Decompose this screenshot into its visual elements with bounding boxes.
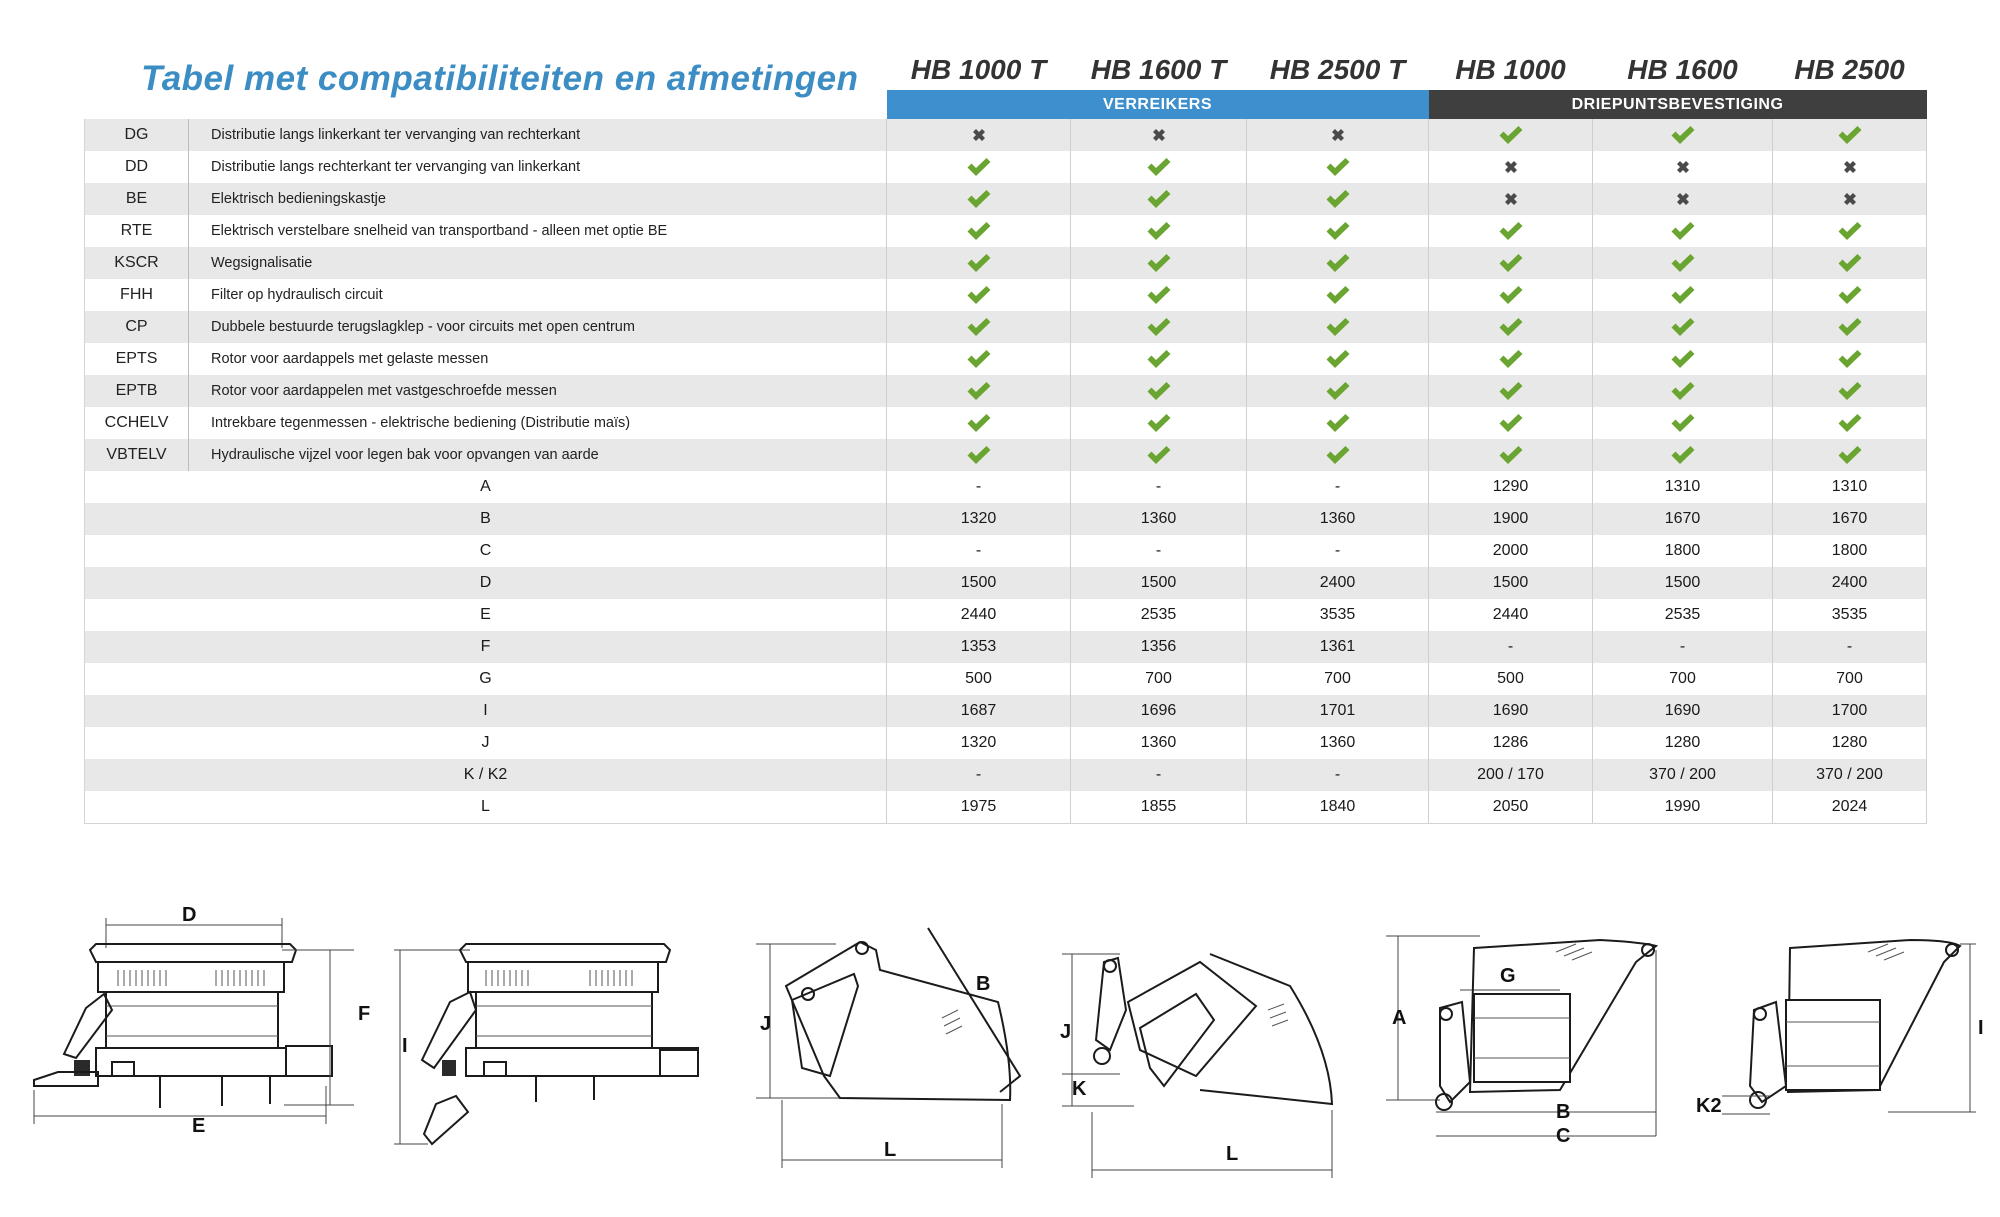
dimension-value: 1990 — [1593, 791, 1773, 824]
dim-label-e: E — [192, 1115, 206, 1137]
compatibility-cell — [1593, 439, 1773, 471]
dimension-value: 1500 — [1429, 567, 1593, 599]
compatibility-cell — [1429, 279, 1593, 311]
compatibility-cell — [1593, 375, 1773, 407]
compatibility-cell — [1773, 247, 1927, 279]
dimension-value: - — [1071, 471, 1247, 503]
dimension-value: - — [1247, 471, 1429, 503]
cross-icon — [1842, 191, 1858, 207]
compatibility-cell — [1429, 215, 1593, 247]
option-row — [85, 311, 1927, 343]
check-icon — [1498, 381, 1524, 401]
dimension-value: 2400 — [1247, 567, 1429, 599]
dimension-value: 370 / 200 — [1773, 759, 1927, 791]
check-icon — [1498, 253, 1524, 273]
dimension-value: 1900 — [1429, 503, 1593, 535]
compatibility-cell — [1247, 183, 1429, 215]
dimension-value: 1670 — [1773, 503, 1927, 535]
dimension-value: 2024 — [1773, 791, 1927, 824]
compatibility-cell — [1773, 183, 1927, 215]
compatibility-cell — [887, 343, 1071, 375]
compatibility-table — [84, 38, 1927, 824]
dim-label-c: C — [1556, 1125, 1571, 1147]
check-icon — [966, 157, 992, 177]
compatibility-cell — [1071, 151, 1247, 183]
check-icon — [1837, 253, 1863, 273]
compatibility-cell — [1247, 151, 1429, 183]
dimension-value: 1700 — [1773, 695, 1927, 727]
option-code: DD — [85, 151, 189, 183]
dimension-value: 2400 — [1773, 567, 1927, 599]
dimension-value: - — [1247, 535, 1429, 567]
compatibility-cell — [1429, 311, 1593, 343]
check-icon — [1498, 349, 1524, 369]
compatibility-cell — [1773, 151, 1927, 183]
check-icon — [1670, 125, 1696, 145]
compatibility-cell — [1773, 439, 1927, 471]
compatibility-cell — [1247, 279, 1429, 311]
dimension-value: - — [1773, 631, 1927, 663]
dimension-value: - — [1071, 759, 1247, 791]
compatibility-cell — [1773, 215, 1927, 247]
dimension-value: 1320 — [887, 727, 1071, 759]
check-icon — [1670, 413, 1696, 433]
check-icon — [1837, 125, 1863, 145]
compatibility-cell — [1247, 311, 1429, 343]
dimension-value: - — [1429, 631, 1593, 663]
check-icon — [1670, 317, 1696, 337]
dim-label-l2: L — [1226, 1143, 1239, 1165]
compatibility-cell — [1071, 343, 1247, 375]
compatibility-cell — [1429, 183, 1593, 215]
dimension-value: 1800 — [1593, 535, 1773, 567]
check-icon — [1837, 413, 1863, 433]
option-code: EPTB — [85, 375, 189, 407]
dimension-label: J — [85, 727, 887, 759]
compatibility-cell — [887, 151, 1071, 183]
option-description: Dubbele bestuurde terugslagklep - voor circuits met open centrum — [189, 311, 887, 343]
option-description: Rotor voor aardappels met gelaste messen — [189, 343, 887, 375]
check-icon — [1146, 157, 1172, 177]
check-icon — [1837, 285, 1863, 305]
dimension-value: 700 — [1247, 663, 1429, 695]
option-code: BE — [85, 183, 189, 215]
option-row — [85, 151, 1927, 183]
model-header: HB 1000 — [1455, 54, 1566, 85]
compatibility-cell — [887, 247, 1071, 279]
compatibility-cell — [1593, 247, 1773, 279]
dimension-row — [85, 567, 1927, 599]
compatibility-cell — [1593, 215, 1773, 247]
compatibility-cell — [1593, 151, 1773, 183]
dimension-row — [85, 471, 1927, 503]
dim-label-b: B — [976, 973, 991, 995]
dimension-row — [85, 631, 1927, 663]
dimension-value: 500 — [1429, 663, 1593, 695]
compatibility-cell — [1773, 407, 1927, 439]
check-icon — [966, 317, 992, 337]
compatibility-cell — [887, 407, 1071, 439]
dimension-label: G — [85, 663, 887, 695]
compatibility-cell — [1071, 279, 1247, 311]
dimension-value: - — [1247, 759, 1429, 791]
check-icon — [1837, 445, 1863, 465]
check-icon — [1837, 317, 1863, 337]
dimension-value: 2535 — [1593, 599, 1773, 631]
dimension-label: E — [85, 599, 887, 631]
check-icon — [1146, 413, 1172, 433]
check-icon — [1146, 445, 1172, 465]
dimension-value: 700 — [1593, 663, 1773, 695]
option-code: VBTELV — [85, 439, 189, 471]
dimension-value: 3535 — [1247, 599, 1429, 631]
option-description: Rotor voor aardappelen met vastgeschroefde messen — [189, 375, 887, 407]
dimension-row — [85, 695, 1927, 727]
dimension-row — [85, 663, 1927, 695]
option-row — [85, 279, 1927, 311]
dimension-row — [85, 759, 1927, 791]
dimension-value: - — [887, 535, 1071, 567]
compatibility-cell — [1593, 343, 1773, 375]
check-icon — [1146, 381, 1172, 401]
check-icon — [1325, 189, 1351, 209]
check-icon — [966, 253, 992, 273]
dimension-row — [85, 599, 1927, 631]
check-icon — [1670, 381, 1696, 401]
compatibility-cell — [1071, 215, 1247, 247]
dim-label-f: F — [358, 1003, 371, 1025]
compatibility-cell — [1247, 215, 1429, 247]
drawing-front-view-2 — [394, 944, 698, 1144]
compatibility-cell — [1429, 439, 1593, 471]
option-description: Wegsignalisatie — [189, 247, 887, 279]
cross-icon — [971, 127, 987, 143]
dimension-value: 1500 — [1071, 567, 1247, 599]
dimension-label: K / K2 — [85, 759, 887, 791]
dimension-value: 700 — [1773, 663, 1927, 695]
model-header: HB 1600 T — [1090, 54, 1227, 85]
option-row — [85, 119, 1927, 151]
check-icon — [1498, 317, 1524, 337]
drawing-front-view-1 — [34, 904, 370, 1137]
compatibility-cell — [1429, 119, 1593, 151]
check-icon — [1146, 317, 1172, 337]
compatibility-cell — [1071, 407, 1247, 439]
dimension-value: 1290 — [1429, 471, 1593, 503]
compatibility-cell — [1247, 343, 1429, 375]
option-row — [85, 215, 1927, 247]
option-code: KSCR — [85, 247, 189, 279]
check-icon — [1146, 189, 1172, 209]
table-title: Tabel met compatibiliteiten en afmetingen — [141, 58, 859, 98]
compatibility-cell — [1247, 439, 1429, 471]
check-icon — [1670, 285, 1696, 305]
dimension-row — [85, 727, 1927, 759]
dimension-value: 1840 — [1247, 791, 1429, 824]
dimension-value: - — [1071, 535, 1247, 567]
check-icon — [1837, 349, 1863, 369]
check-icon — [966, 285, 992, 305]
model-header: HB 1600 — [1627, 54, 1738, 85]
check-icon — [1837, 381, 1863, 401]
compatibility-cell — [1773, 279, 1927, 311]
check-icon — [1498, 125, 1524, 145]
dimension-value: 1310 — [1773, 471, 1927, 503]
compatibility-cell — [1071, 375, 1247, 407]
check-icon — [1146, 253, 1172, 273]
check-icon — [1670, 445, 1696, 465]
check-icon — [966, 221, 992, 241]
compatibility-cell — [1593, 119, 1773, 151]
dimension-value: 1360 — [1071, 727, 1247, 759]
option-row — [85, 343, 1927, 375]
dim-label-i2: I — [1978, 1017, 1984, 1039]
compatibility-cell — [1247, 375, 1429, 407]
dim-label-g: G — [1500, 965, 1516, 987]
dimension-value: 1280 — [1593, 727, 1773, 759]
check-icon — [1325, 221, 1351, 241]
group-header-verreikers: VERREIKERS — [887, 90, 1429, 119]
dim-label-k2: K2 — [1696, 1095, 1722, 1117]
dimension-value: 1701 — [1247, 695, 1429, 727]
check-icon — [966, 413, 992, 433]
compatibility-cell — [1773, 311, 1927, 343]
option-code: EPTS — [85, 343, 189, 375]
option-description: Intrekbare tegenmessen - elektrische bediening (Distributie maïs) — [189, 407, 887, 439]
option-description: Elektrisch bedieningskastje — [189, 183, 887, 215]
compatibility-cell — [1071, 119, 1247, 151]
compatibility-cell — [1071, 247, 1247, 279]
cross-icon — [1842, 159, 1858, 175]
option-description: Elektrisch verstelbare snelheid van transportband - alleen met optie BE — [189, 215, 887, 247]
cross-icon — [1151, 127, 1167, 143]
check-icon — [1325, 413, 1351, 433]
option-code: DG — [85, 119, 189, 151]
dimension-label: F — [85, 631, 887, 663]
dimension-value: 370 / 200 — [1593, 759, 1773, 791]
compatibility-cell — [1429, 343, 1593, 375]
check-icon — [1325, 253, 1351, 273]
check-icon — [966, 445, 992, 465]
compatibility-cell — [887, 215, 1071, 247]
dimension-value: 2440 — [887, 599, 1071, 631]
check-icon — [1498, 445, 1524, 465]
option-code: CCHELV — [85, 407, 189, 439]
option-description: Distributie langs linkerkant ter vervanging van rechterkant — [189, 119, 887, 151]
check-icon — [1325, 445, 1351, 465]
option-row — [85, 247, 1927, 279]
dimension-row — [85, 535, 1927, 567]
dimension-value: - — [1593, 631, 1773, 663]
cross-icon — [1503, 159, 1519, 175]
dimension-value: 700 — [1071, 663, 1247, 695]
check-icon — [1325, 285, 1351, 305]
dimension-value: 1855 — [1071, 791, 1247, 824]
check-icon — [1146, 221, 1172, 241]
check-icon — [1146, 285, 1172, 305]
dimension-value: 1670 — [1593, 503, 1773, 535]
compatibility-table-container — [84, 38, 1926, 824]
dimension-label: C — [85, 535, 887, 567]
option-code: CP — [85, 311, 189, 343]
option-row — [85, 375, 1927, 407]
dimension-value: 1360 — [1247, 727, 1429, 759]
compatibility-cell — [1429, 247, 1593, 279]
dim-label-j: J — [760, 1013, 772, 1035]
compatibility-cell — [1773, 343, 1927, 375]
dimension-value: 1280 — [1773, 727, 1927, 759]
dimension-value: 1320 — [887, 503, 1071, 535]
option-code: RTE — [85, 215, 189, 247]
compatibility-cell — [887, 183, 1071, 215]
dimension-value: 1353 — [887, 631, 1071, 663]
dim-label-a: A — [1392, 1007, 1407, 1029]
compatibility-cell — [1247, 407, 1429, 439]
check-icon — [1670, 253, 1696, 273]
dimension-value: 1975 — [887, 791, 1071, 824]
dimension-drawings — [0, 890, 2000, 1190]
model-header: HB 2500 — [1794, 54, 1905, 85]
drawing-side-view-tilted — [1060, 954, 1332, 1178]
dimension-value: 1361 — [1247, 631, 1429, 663]
check-icon — [1146, 349, 1172, 369]
compatibility-cell — [1429, 375, 1593, 407]
cross-icon — [1675, 191, 1691, 207]
check-icon — [966, 189, 992, 209]
dim-label-l: L — [884, 1139, 897, 1161]
dimension-value: 1286 — [1429, 727, 1593, 759]
check-icon — [966, 381, 992, 401]
option-description: Hydraulische vijzel voor legen bak voor opvangen van aarde — [189, 439, 887, 471]
check-icon — [966, 349, 992, 369]
compatibility-cell — [887, 311, 1071, 343]
dimension-label: A — [85, 471, 887, 503]
check-icon — [1325, 349, 1351, 369]
dimension-value: - — [887, 759, 1071, 791]
cross-icon — [1503, 191, 1519, 207]
compatibility-cell — [1593, 311, 1773, 343]
dimension-value: 1360 — [1247, 503, 1429, 535]
check-icon — [1670, 349, 1696, 369]
compatibility-cell — [1593, 407, 1773, 439]
dimension-value: 2000 — [1429, 535, 1593, 567]
option-row — [85, 407, 1927, 439]
group-header-driepuntsbevestiging: DRIEPUNTSBEVESTIGING — [1429, 90, 1927, 119]
dim-label-i: I — [402, 1035, 408, 1057]
check-icon — [1325, 317, 1351, 337]
compatibility-cell — [1071, 439, 1247, 471]
dimension-value: 1356 — [1071, 631, 1247, 663]
drawing-side-view-telehandler — [756, 928, 1020, 1168]
dimension-value: 1310 — [1593, 471, 1773, 503]
compatibility-cell — [887, 119, 1071, 151]
option-code: FHH — [85, 279, 189, 311]
option-row — [85, 439, 1927, 471]
dimension-value: 1500 — [1593, 567, 1773, 599]
check-icon — [1498, 413, 1524, 433]
dimension-label: L — [85, 791, 887, 824]
model-header: HB 1000 T — [910, 54, 1047, 85]
dimension-label: D — [85, 567, 887, 599]
check-icon — [1837, 221, 1863, 241]
dimension-value: - — [887, 471, 1071, 503]
drawing-three-point-side-view-2 — [1696, 940, 1984, 1117]
check-icon — [1670, 221, 1696, 241]
compatibility-cell — [1773, 119, 1927, 151]
check-icon — [1325, 157, 1351, 177]
dimension-row — [85, 503, 1927, 535]
compatibility-cell — [1429, 151, 1593, 183]
cross-icon — [1330, 127, 1346, 143]
table-body — [85, 119, 1927, 824]
drawing-three-point-side-view — [1386, 936, 1656, 1147]
dimension-value: 1690 — [1593, 695, 1773, 727]
compatibility-cell — [1593, 183, 1773, 215]
dim-label-j2: J — [1060, 1021, 1072, 1043]
dimension-value: 2050 — [1429, 791, 1593, 824]
dimension-value: 1360 — [1071, 503, 1247, 535]
check-icon — [1325, 381, 1351, 401]
dimension-value: 2535 — [1071, 599, 1247, 631]
option-row — [85, 183, 1927, 215]
dim-label-b2: B — [1556, 1101, 1571, 1123]
dimension-value: 1696 — [1071, 695, 1247, 727]
option-description: Filter op hydraulisch circuit — [189, 279, 887, 311]
dimension-value: 2440 — [1429, 599, 1593, 631]
dimension-label: I — [85, 695, 887, 727]
table-title-cell — [85, 38, 887, 119]
dimension-label: B — [85, 503, 887, 535]
dimension-value: 500 — [887, 663, 1071, 695]
compatibility-cell — [1773, 375, 1927, 407]
dimension-value: 1690 — [1429, 695, 1593, 727]
option-description: Distributie langs rechterkant ter vervanging van linkerkant — [189, 151, 887, 183]
dimension-value: 1687 — [887, 695, 1071, 727]
cross-icon — [1675, 159, 1691, 175]
compatibility-cell — [1429, 407, 1593, 439]
dimension-value: 1500 — [887, 567, 1071, 599]
dim-label-k: K — [1072, 1078, 1087, 1100]
compatibility-cell — [887, 279, 1071, 311]
dimension-value: 200 / 170 — [1429, 759, 1593, 791]
compatibility-cell — [1071, 311, 1247, 343]
dimension-value: 3535 — [1773, 599, 1927, 631]
dim-label-d: D — [182, 904, 197, 926]
compatibility-cell — [887, 439, 1071, 471]
model-header: HB 2500 T — [1269, 54, 1406, 85]
dimension-row — [85, 791, 1927, 824]
dimension-value: 1800 — [1773, 535, 1927, 567]
compatibility-cell — [1247, 247, 1429, 279]
check-icon — [1498, 285, 1524, 305]
compatibility-cell — [1593, 279, 1773, 311]
compatibility-cell — [1071, 183, 1247, 215]
check-icon — [1498, 221, 1524, 241]
compatibility-cell — [1247, 119, 1429, 151]
compatibility-cell — [887, 375, 1071, 407]
